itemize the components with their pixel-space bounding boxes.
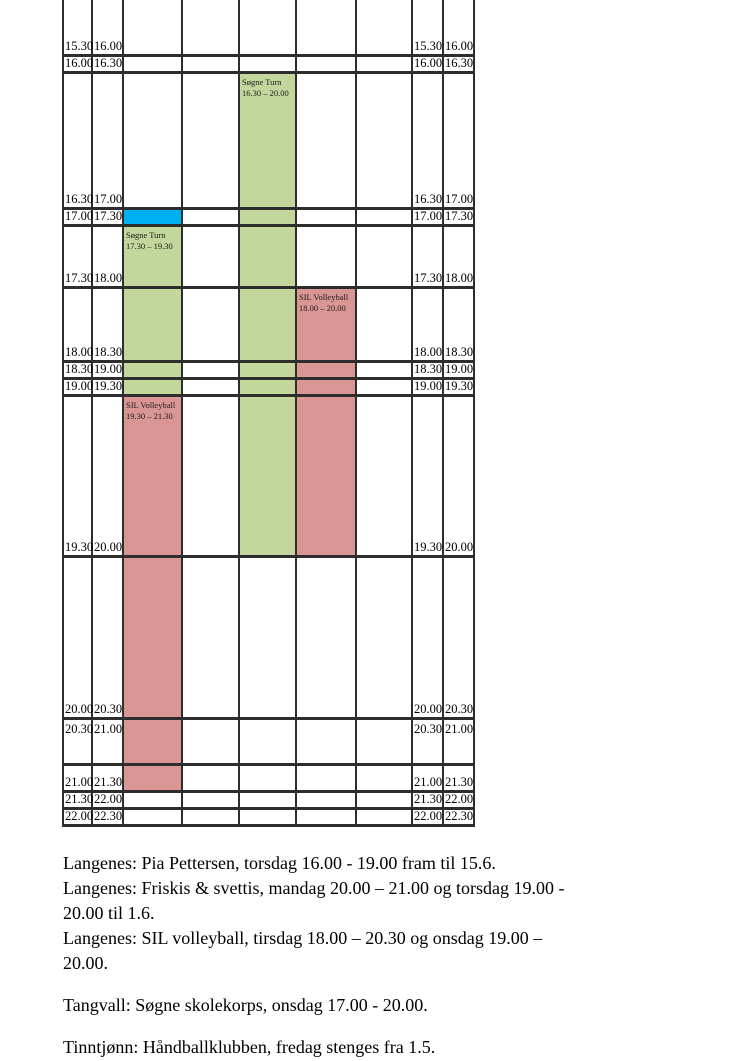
grid-cell-day2 <box>240 558 297 720</box>
grid-cell-day3 <box>297 558 357 720</box>
grid-cell-day0 <box>124 397 183 558</box>
grid-cell-day1 <box>183 57 240 74</box>
notes-section <box>63 851 723 1060</box>
time-cell-end: 18.00 <box>93 227 124 289</box>
block-time-range: 19.30 – 21.30 <box>126 411 173 421</box>
block-title: SIL Volleyball <box>126 400 176 410</box>
time-cell-start: 22.00 <box>413 810 444 827</box>
time-cell-start: 15.30 <box>62 0 93 57</box>
block-time-range: 18.00 – 20.00 <box>299 303 346 313</box>
grid-cell-day2 <box>240 363 297 380</box>
grid-cell-day4 <box>357 74 413 210</box>
time-cell-end: 20.00 <box>93 397 124 558</box>
grid-cell-day1 <box>183 0 240 57</box>
grid-cell-day0 <box>124 57 183 74</box>
grid-cell-day1 <box>183 810 240 827</box>
grid-cell-day3 <box>297 74 357 210</box>
grid-cell-day1 <box>183 766 240 793</box>
time-cell-end: 16.30 <box>93 57 124 74</box>
grid-cell-day0 <box>124 210 183 227</box>
note-paragraph <box>63 851 723 876</box>
time-cell-start: 17.00 <box>413 210 444 227</box>
time-cell-start: 21.30 <box>62 793 93 810</box>
grid-cell-day3 <box>297 397 357 558</box>
time-cell-start: 16.00 <box>62 57 93 74</box>
time-cell-end: 18.30 <box>444 289 475 363</box>
grid-cell-day4 <box>357 766 413 793</box>
grid-cell-day3 <box>297 380 357 397</box>
grid-cell-day0 <box>124 793 183 810</box>
grid-cell-day0 <box>124 810 183 827</box>
note-line: Langenes: Friskis & svettis, mandag 20.00 – 21.00 og torsdag 19.00 - <box>63 878 565 898</box>
grid-cell-day3 <box>297 810 357 827</box>
note-line: 20.00. <box>63 953 108 973</box>
grid-cell-day0 <box>124 74 183 210</box>
grid-cell-day2 <box>240 0 297 57</box>
time-cell-start: 16.30 <box>413 74 444 210</box>
grid-cell-day0 <box>124 0 183 57</box>
time-cell-start: 21.00 <box>413 766 444 793</box>
block-time-range: 16.30 – 20.00 <box>242 88 289 98</box>
time-cell-end: 22.00 <box>93 793 124 810</box>
time-cell-start: 20.00 <box>413 558 444 720</box>
grid-cell-day2 <box>240 227 297 289</box>
grid-cell-day3 <box>297 793 357 810</box>
grid-cell-day1 <box>183 227 240 289</box>
time-cell-start: 21.30 <box>413 793 444 810</box>
note-paragraph <box>63 926 723 976</box>
grid-cell-day1 <box>183 720 240 766</box>
grid-cell-day2 <box>240 766 297 793</box>
grid-cell-day1 <box>183 380 240 397</box>
grid-cell-day4 <box>357 397 413 558</box>
grid-cell-day2 <box>240 793 297 810</box>
grid-cell-day3 <box>297 720 357 766</box>
time-cell-start: 19.00 <box>413 380 444 397</box>
grid-cell-day1 <box>183 558 240 720</box>
block-time-range: 17.30 – 19.30 <box>126 241 173 251</box>
grid-cell-day3 <box>297 57 357 74</box>
time-cell-start: 19.30 <box>62 397 93 558</box>
time-cell-end: 17.30 <box>444 210 475 227</box>
time-cell-start: 18.30 <box>62 363 93 380</box>
note-line: Tinntjønn: Håndballklubben, fredag stenges fra 1.5. <box>63 1037 436 1057</box>
time-cell-end: 16.00 <box>444 0 475 57</box>
grid-cell-day3 <box>297 363 357 380</box>
time-cell-start: 18.30 <box>413 363 444 380</box>
grid-cell-day0 <box>124 766 183 793</box>
time-cell-end: 22.30 <box>93 810 124 827</box>
time-cell-end: 16.30 <box>444 57 475 74</box>
time-cell-end: 21.30 <box>444 766 475 793</box>
time-cell-end: 21.00 <box>93 720 124 766</box>
grid-cell-day4 <box>357 363 413 380</box>
schedule-table <box>62 0 475 827</box>
time-cell-end: 18.30 <box>93 289 124 363</box>
time-cell-end: 19.30 <box>93 380 124 397</box>
note-paragraph <box>63 876 723 926</box>
time-cell-start: 20.30 <box>62 720 93 766</box>
note-paragraph <box>63 993 723 1018</box>
block-title: Søgne Turn <box>126 230 166 240</box>
grid-cell-day0 <box>124 558 183 720</box>
time-cell-start: 19.30 <box>413 397 444 558</box>
grid-cell-day1 <box>183 397 240 558</box>
time-cell-end: 20.30 <box>444 558 475 720</box>
grid-cell-day2 <box>240 210 297 227</box>
grid-cell-day0 <box>124 720 183 766</box>
block-title: Søgne Turn <box>242 77 282 87</box>
time-cell-end: 20.00 <box>444 397 475 558</box>
note-paragraph <box>63 1035 723 1060</box>
grid-cell-day1 <box>183 210 240 227</box>
grid-cell-day3 <box>297 766 357 793</box>
time-cell-start: 17.30 <box>413 227 444 289</box>
grid-cell-day2 <box>240 720 297 766</box>
grid-cell-day2 <box>240 397 297 558</box>
time-cell-end: 21.00 <box>444 720 475 766</box>
time-cell-start: 18.00 <box>62 289 93 363</box>
time-cell-end: 16.00 <box>93 0 124 57</box>
grid-cell-day4 <box>357 793 413 810</box>
time-cell-end: 19.00 <box>444 363 475 380</box>
time-cell-end: 21.30 <box>93 766 124 793</box>
time-cell-start: 21.00 <box>62 766 93 793</box>
grid-cell-day1 <box>183 793 240 810</box>
note-line: Tangvall: Søgne skolekorps, onsdag 17.00 - 20.00. <box>63 995 428 1015</box>
time-cell-start: 20.30 <box>413 720 444 766</box>
time-cell-end: 19.00 <box>93 363 124 380</box>
grid-cell-day0 <box>124 227 183 289</box>
time-cell-end: 18.00 <box>444 227 475 289</box>
grid-cell-day4 <box>357 720 413 766</box>
time-cell-start: 19.00 <box>62 380 93 397</box>
grid-cell-day4 <box>357 558 413 720</box>
time-cell-end: 17.00 <box>93 74 124 210</box>
grid-cell-day4 <box>357 810 413 827</box>
grid-cell-day0 <box>124 363 183 380</box>
time-cell-end: 19.30 <box>444 380 475 397</box>
grid-cell-day1 <box>183 289 240 363</box>
grid-cell-day2 <box>240 57 297 74</box>
grid-cell-day2 <box>240 810 297 827</box>
grid-cell-day0 <box>124 289 183 363</box>
grid-cell-day4 <box>357 0 413 57</box>
block-title: SIL Volleyball <box>299 292 349 302</box>
time-cell-end: 17.00 <box>444 74 475 210</box>
grid-cell-day2 <box>240 380 297 397</box>
note-line: Langenes: SIL volleyball, tirsdag 18.00 – 20.30 og onsdag 19.00 – <box>63 928 543 948</box>
note-line: Langenes: Pia Pettersen, torsdag 16.00 - 19.00 fram til 15.6. <box>63 853 496 873</box>
time-cell-start: 15.30 <box>413 0 444 57</box>
time-cell-start: 16.30 <box>62 74 93 210</box>
time-cell-start: 16.00 <box>413 57 444 74</box>
grid-cell-day3 <box>297 0 357 57</box>
time-cell-end: 22.00 <box>444 793 475 810</box>
grid-cell-day2 <box>240 289 297 363</box>
time-cell-start: 17.00 <box>62 210 93 227</box>
time-cell-start: 17.30 <box>62 227 93 289</box>
time-cell-end: 22.30 <box>444 810 475 827</box>
time-cell-start: 22.00 <box>62 810 93 827</box>
grid-cell-day4 <box>357 57 413 74</box>
time-cell-start: 20.00 <box>62 558 93 720</box>
time-cell-end: 20.30 <box>93 558 124 720</box>
grid-cell-day3 <box>297 210 357 227</box>
grid-cell-day1 <box>183 74 240 210</box>
time-cell-end: 17.30 <box>93 210 124 227</box>
grid-cell-day2 <box>240 74 297 210</box>
grid-cell-day4 <box>357 380 413 397</box>
grid-cell-day4 <box>357 227 413 289</box>
grid-cell-day4 <box>357 289 413 363</box>
grid-cell-day4 <box>357 210 413 227</box>
grid-cell-day3 <box>297 289 357 363</box>
grid-cell-day3 <box>297 227 357 289</box>
grid-cell-day0 <box>124 380 183 397</box>
note-line: 20.00 til 1.6. <box>63 903 155 923</box>
time-cell-start: 18.00 <box>413 289 444 363</box>
grid-cell-day1 <box>183 363 240 380</box>
